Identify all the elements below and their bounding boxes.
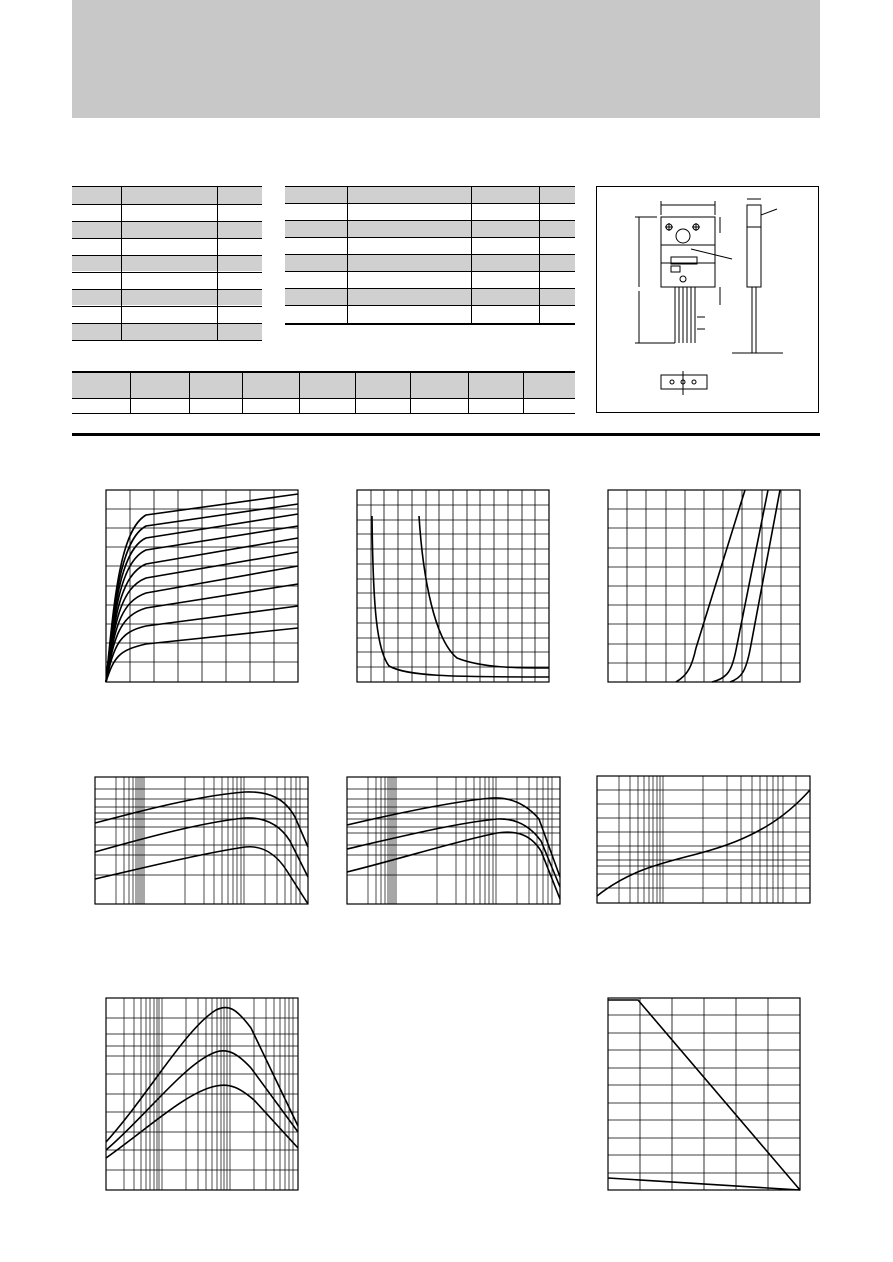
log-gain-chart-2 xyxy=(347,777,560,904)
derating-chart xyxy=(608,998,800,1190)
transfer-characteristics-chart xyxy=(608,490,800,682)
spec-table-bottom xyxy=(72,371,575,415)
decay-curve-chart xyxy=(357,490,549,682)
log-gain-chart-1 xyxy=(95,777,308,904)
header-band xyxy=(72,0,820,118)
spec-table-left xyxy=(72,186,262,341)
output-characteristics-chart xyxy=(106,490,298,682)
section-divider xyxy=(72,433,820,436)
log-monotone-chart xyxy=(597,776,810,903)
peak-response-chart xyxy=(106,998,298,1190)
package-outline-box xyxy=(596,186,819,413)
package-drawing xyxy=(597,187,820,414)
spec-table-right xyxy=(285,186,575,326)
